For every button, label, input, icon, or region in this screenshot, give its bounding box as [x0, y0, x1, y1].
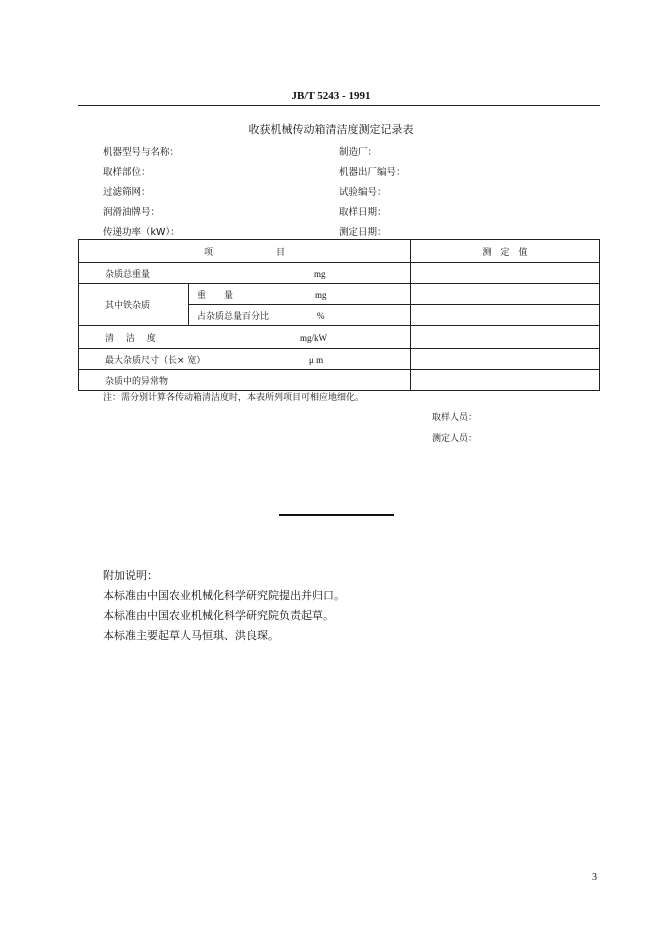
table-row: [79, 284, 600, 305]
additional-line: 本标准由中国农业机械化科学研究院负责起草。: [103, 609, 334, 622]
row-iron-percent: [189, 305, 411, 326]
table-row: [79, 349, 600, 370]
page-title: 收获机械传动箱清洁度测定记录表: [248, 123, 414, 136]
row-label: 占杂质总量百分比: [197, 311, 270, 322]
row-unit: mg/kW: [300, 332, 327, 343]
standard-code: JB/T 5243 - 1991: [291, 90, 371, 102]
field-sampling-date: 取样日期：: [339, 207, 387, 218]
field-serial-number: 机器出厂编号：: [339, 167, 406, 178]
end-rule: [279, 514, 394, 516]
field-measuring-date: 测定日期：: [339, 227, 387, 238]
row-iron-group: 其中铁杂质: [79, 284, 189, 326]
value-cell: [411, 263, 600, 284]
table-header-row: [79, 240, 600, 263]
row-max-size: [79, 349, 411, 370]
row-unit: mg: [315, 289, 327, 300]
field-lubricant-grade: 润滑油牌号：: [103, 207, 161, 218]
field-test-number: 试验编号：: [339, 187, 387, 198]
additional-line: 本标准主要起草人马恒琪、洪良琛。: [103, 629, 279, 642]
header-value: 测 定 值: [411, 240, 600, 263]
measurer-signature: 测定人员：: [432, 434, 478, 444]
row-iron-weight: [189, 284, 411, 305]
field-sampling-location: 取样部位：: [103, 167, 151, 178]
field-power: 传递功率（kW）：: [103, 227, 180, 238]
value-cell: [411, 370, 600, 391]
value-cell: [411, 326, 600, 349]
row-label: 最大杂质尺寸（长× 宽）: [105, 355, 206, 366]
header-item: 项 目: [79, 240, 411, 263]
value-cell: [411, 284, 600, 305]
value-cell: [411, 349, 600, 370]
row-unit: μ m: [309, 354, 324, 365]
table-row: [79, 370, 600, 391]
field-machine-model: 机器型号与名称：: [103, 147, 180, 158]
value-cell: [411, 305, 600, 326]
additional-line: 本标准由中国农业机械化科学研究院提出并归口。: [103, 589, 345, 602]
field-manufacturer: 制造厂：: [339, 147, 378, 158]
page-number: 3: [592, 872, 597, 883]
additional-title: 附加说明：: [103, 569, 158, 582]
row-abnormal: 杂质中的异常物: [79, 370, 411, 391]
row-label: 重 量: [197, 290, 234, 301]
table-row: [79, 326, 600, 349]
row-unit: %: [317, 310, 325, 321]
sampler-signature: 取样人员：: [432, 413, 478, 423]
row-total-impurity: [79, 263, 411, 284]
field-filter-screen: 过滤筛网：: [103, 187, 151, 198]
row-unit: mg: [314, 268, 326, 279]
header-rule: [78, 105, 600, 106]
row-cleanliness: [79, 326, 411, 349]
record-table: [78, 239, 600, 391]
row-label: 清 洁 度: [105, 333, 156, 344]
table-row: [79, 263, 600, 284]
row-label: 杂质总重量: [105, 269, 151, 280]
table-note: 注：需分别计算各传动箱清洁度时，本表所列项目可相应地细化。: [103, 393, 365, 403]
